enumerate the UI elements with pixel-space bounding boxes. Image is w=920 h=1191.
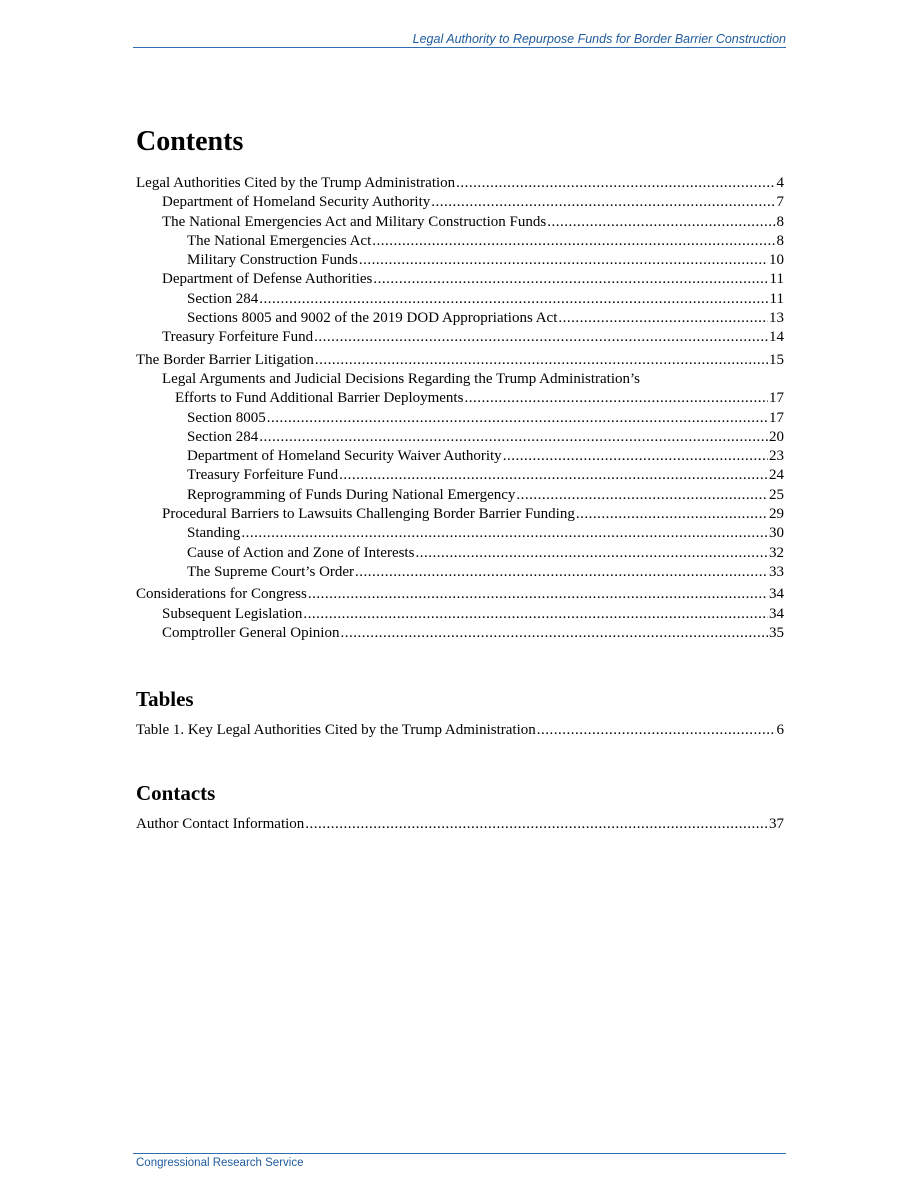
toc-dot-leader xyxy=(355,563,768,582)
toc-dot-leader xyxy=(305,815,768,834)
toc-entry-page: 13 xyxy=(769,310,784,327)
contacts-list xyxy=(136,815,784,834)
toc-entry-title: Treasury Forfeiture Fund xyxy=(187,467,339,484)
toc-dot-leader xyxy=(537,721,776,740)
toc-entry[interactable] xyxy=(136,605,784,624)
toc-entry[interactable] xyxy=(136,213,784,232)
toc-entry-title: Reprogramming of Funds During National Emergency xyxy=(187,486,516,503)
toc-entry[interactable] xyxy=(136,290,784,309)
toc-dot-leader xyxy=(373,270,768,289)
toc-entry-page: 8 xyxy=(776,213,784,230)
toc-dot-leader xyxy=(267,409,768,428)
toc-dot-leader xyxy=(359,251,768,270)
toc-entry[interactable] xyxy=(136,447,784,466)
toc-entry[interactable] xyxy=(136,232,784,251)
footer-rule xyxy=(133,1153,786,1154)
toc-dot-leader xyxy=(415,544,768,563)
toc-entry-page: 15 xyxy=(769,351,784,368)
toc-entry-page: 11 xyxy=(769,290,784,307)
toc-entry[interactable] xyxy=(136,251,784,270)
toc-entry-title: Treasury Forfeiture Fund xyxy=(162,329,314,346)
contacts-heading: Contacts xyxy=(136,781,216,805)
toc-entry-page: 17 xyxy=(769,390,784,407)
running-header-title: Legal Authority to Repurpose Funds for Border Barrier Construction xyxy=(412,32,786,46)
toc-entry[interactable] xyxy=(136,486,784,505)
toc-dot-leader xyxy=(314,328,768,347)
toc-entry-title: Military Construction Funds xyxy=(187,252,358,269)
toc-entry[interactable] xyxy=(136,193,784,212)
toc-entry[interactable] xyxy=(136,466,784,485)
toc-dot-leader xyxy=(241,524,768,543)
toc-entry-title: Section 8005 xyxy=(187,409,266,426)
toc-dot-leader xyxy=(516,486,768,505)
toc-dot-leader xyxy=(315,351,768,370)
toc-entry-page: 7 xyxy=(776,194,784,211)
toc-dot-leader xyxy=(339,466,768,485)
running-header xyxy=(133,32,786,48)
toc-entry-title: Department of Homeland Security Waiver Authority xyxy=(187,448,502,465)
toc-entry[interactable] xyxy=(136,389,784,408)
toc-dot-leader xyxy=(303,605,768,624)
contents-list xyxy=(136,174,784,643)
toc-dot-leader xyxy=(259,290,768,309)
toc-dot-leader xyxy=(340,624,768,643)
toc-entry-title: Sections 8005 and 9002 of the 2019 DOD Appropriations Act xyxy=(187,310,558,327)
toc-entry-title: The Supreme Court’s Order xyxy=(187,563,355,580)
toc-entry-title: Procedural Barriers to Lawsuits Challenging Border Barrier Funding xyxy=(162,506,575,523)
toc-entry[interactable] xyxy=(136,351,784,370)
toc-entry-page: 17 xyxy=(769,409,784,426)
toc-entry-title: Author Contact Information xyxy=(136,816,305,832)
toc-entry-title: The National Emergencies Act and Military Construction Funds xyxy=(162,213,547,230)
toc-entry[interactable] xyxy=(136,585,784,604)
toc-entry[interactable] xyxy=(136,815,784,834)
toc-entry[interactable] xyxy=(136,309,784,328)
toc-entry-page: 6 xyxy=(776,722,784,738)
toc-entry[interactable] xyxy=(136,624,784,643)
toc-entry[interactable] xyxy=(136,409,784,428)
toc-entry-page: 37 xyxy=(769,816,784,832)
toc-entry-page: 20 xyxy=(769,428,784,445)
toc-entry[interactable] xyxy=(136,174,784,193)
toc-entry-title: Legal Arguments and Judicial Decisions Regarding the Trump Administration’s xyxy=(162,370,641,387)
toc-dot-leader xyxy=(456,174,775,193)
toc-entry-page: 30 xyxy=(769,525,784,542)
toc-entry-page: 34 xyxy=(769,586,784,603)
toc-entry[interactable] xyxy=(136,270,784,289)
toc-entry-title: Section 284 xyxy=(187,428,259,445)
toc-dot-leader xyxy=(308,585,768,604)
toc-dot-leader xyxy=(576,505,768,524)
toc-dot-leader xyxy=(547,213,775,232)
toc-entry-page: 29 xyxy=(769,506,784,523)
toc-dot-leader xyxy=(558,309,768,328)
toc-entry-page: 4 xyxy=(776,175,784,191)
toc-entry-title: Cause of Action and Zone of Interests xyxy=(187,544,415,561)
toc-entry-title: Standing xyxy=(187,525,241,542)
footer-publisher: Congressional Research Service xyxy=(136,1157,304,1169)
toc-entry-title: Comptroller General Opinion xyxy=(162,624,340,641)
toc-entry-page: 24 xyxy=(769,467,784,484)
tables-list xyxy=(136,721,784,740)
toc-entry-title: Considerations for Congress xyxy=(136,586,307,603)
toc-entry-title: Department of Defense Authorities xyxy=(162,271,373,288)
toc-entry-page: 33 xyxy=(769,563,784,580)
toc-entry-page: 10 xyxy=(769,252,784,269)
toc-entry-page: 34 xyxy=(769,605,784,622)
toc-entry[interactable] xyxy=(136,721,784,740)
toc-entry-page: 23 xyxy=(769,448,784,465)
toc-entry-title: Efforts to Fund Additional Barrier Deployments xyxy=(175,390,464,407)
toc-entry[interactable] xyxy=(136,505,784,524)
toc-entry-title: Table 1. Key Legal Authorities Cited by the Trump Administration xyxy=(136,722,536,738)
toc-entry[interactable] xyxy=(136,428,784,447)
toc-entry-title: Legal Authorities Cited by the Trump Administration xyxy=(136,175,456,191)
toc-entry-title: The Border Barrier Litigation xyxy=(136,351,314,368)
toc-dot-leader xyxy=(464,389,768,408)
toc-entry-page: 35 xyxy=(769,624,784,641)
toc-entry[interactable] xyxy=(136,524,784,543)
toc-entry-page: 8 xyxy=(776,232,784,249)
toc-entry-page: 25 xyxy=(769,486,784,503)
toc-entry-title: Subsequent Legislation xyxy=(162,605,303,622)
toc-dot-leader xyxy=(372,232,775,251)
toc-entry[interactable] xyxy=(136,370,784,389)
toc-entry-page: 11 xyxy=(769,271,784,288)
toc-dot-leader xyxy=(503,447,768,466)
toc-entry-title: Department of Homeland Security Authority xyxy=(162,194,431,211)
toc-entry-title: Section 284 xyxy=(187,290,259,307)
toc-dot-leader xyxy=(431,193,775,212)
toc-entry[interactable] xyxy=(136,544,784,563)
toc-entry[interactable] xyxy=(136,328,784,347)
toc-entry-page: 32 xyxy=(769,544,784,561)
contents-heading: Contents xyxy=(136,126,244,157)
toc-entry[interactable] xyxy=(136,563,784,582)
toc-entry-page: 14 xyxy=(769,329,784,346)
toc-dot-leader xyxy=(259,428,768,447)
tables-heading: Tables xyxy=(136,687,194,711)
toc-entry-title: The National Emergencies Act xyxy=(187,232,372,249)
